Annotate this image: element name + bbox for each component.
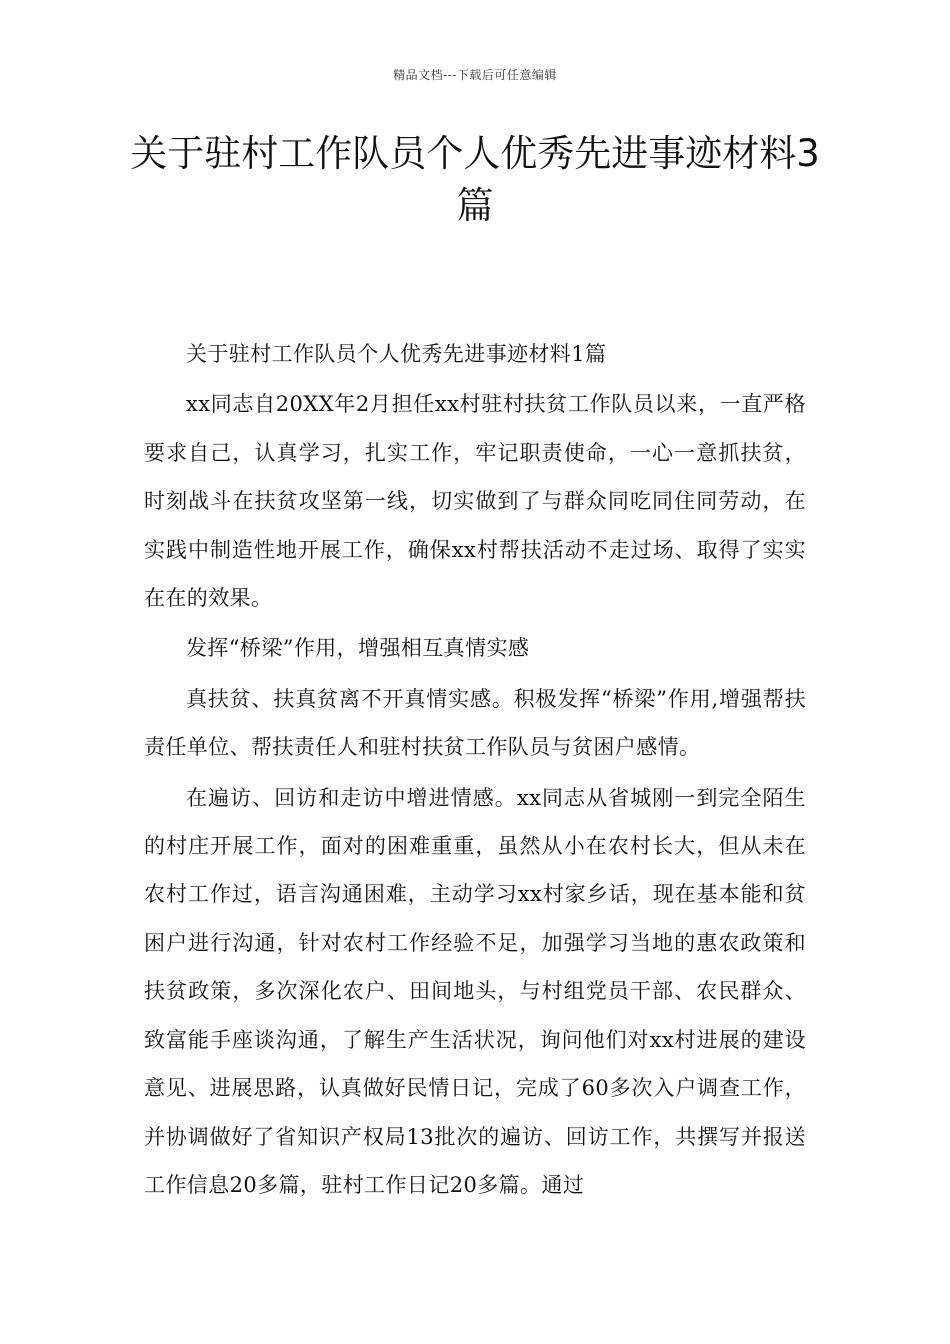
section-heading: 关于驻村工作队员个人优秀先进事迹材料1篇: [186, 342, 607, 366]
section-heading: 发挥“桥梁”作用，增强相互真情实感: [186, 636, 530, 661]
body-paragraph: 在遍访、回访和走访中增进情感。xx同志从省城刚一到完全陌生的村庄开展工作，面对的困难重重，虽然从小在农村长大，但从未在农村工作过，语言沟通困难，主动学习xx村家乡话，现在基本能和贫困户进行沟通，针对农村工作经验不足，加强学习当地的惠农政策和扶贫政策，多次深化农户、田间地头，与村组党员干部、农民群众、致富能手座谈沟通，了解生产生活状况，询问他们对xx村进展的建设意见、进展思路，认真做好民情日记，完成了60多次入户调查工作，并协调做好了省知识产权局13批次的遍访、回访工作，共撰写并报送工作信息20多篇，驻村工作日记20多篇。通过: [144, 785, 806, 1197]
body-paragraph: 真扶贫、扶真贫离不开真情实感。积极发挥“桥梁”作用,增强帮扶责任单位、帮扶责任人和驻村扶贫工作队员与贫困户感情。: [144, 686, 806, 760]
body-paragraph: xx同志自20XX年2月担任xx村驻村扶贫工作队员以来，一直严格要求自己，认真学习，扎实工作，牢记职责使命，一心一意抓扶贫，时刻战斗在扶贫攻坚第一线，切实做到了与群众同吃同住同劳动，在实践中制造性地开展工作，确保xx村帮扶活动不走过场、取得了实实在在的效果。: [144, 392, 806, 611]
header-note: 精品文档---下载后可任意编辑: [393, 68, 557, 82]
document-title: 关于驻村工作队员个人优秀先进事迹材料3篇: [130, 132, 820, 227]
document-body: [144, 330, 806, 1211]
